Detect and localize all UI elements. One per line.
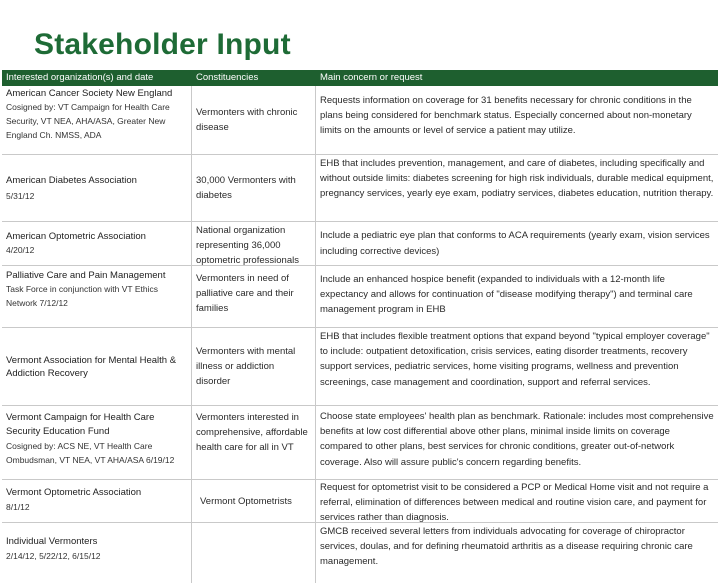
concern-cell: Include an enhanced hospice benefit (expanded to individuals with a 12-month life expectancy and allows for continuation of "disease modifying therapy") and terminal care management program in EHB [320,274,693,316]
org-details: 5/31/12 [6,190,35,201]
concern-cell: GMCB received several letters from individuals advocating for coverage of chiropractor services, doulas, and for defining rheumatoid arthritis as a disease requiring chronic care management. [320,526,693,568]
table-row [2,480,718,523]
table-row [2,406,718,480]
table-row [2,155,718,222]
org-details: Task Force in conjunction with VT Ethics Network 7/12/12 [6,284,158,308]
concern-cell: EHB that includes prevention, management, and care of diabetes, including specifically and without outside limits: diabetes screening for high risk individuals, durable medical equipment, pregnancy services, yearly eye exam, podiatry services, diabetes education, nutrition therapy. [320,158,714,200]
constituencies-cell: National organization representing 36,000 optometric professionals [192,222,316,265]
header-constituencies: Constituencies [196,72,259,83]
org-name: American Diabetes Association [6,174,137,186]
concern-cell: EHB that includes flexible treatment options that expand beyond "typical employer coverage" to include: outpatient detoxification, crisis services, eating disorder treatments, recovery support services, pediatric services, home visiting programs, wellness and prevention screenings, case management and coordination, support and referral services. [320,331,710,388]
org-cell [2,480,192,522]
constituencies-cell: Vermonters interested in comprehensive, affordable health care for all in VT [192,406,316,479]
org-details: Cosigned by: VT Campaign for Health Care Security, VT NEA, AHA/ASA, Greater New England Ch. NMSS, ADA [6,102,170,140]
org-name: Individual Vermonters [6,536,98,547]
concern-cell: Choose state employees' health plan as benchmark. Rationale: includes most comprehensive benefits at low cost differential above other plans, minimal inside limits on coverage compared to other plans, best services for chronic conditions, greater out-of-network coverage. Also will assure public's concern regarding benefits. [320,411,714,468]
org-details: 2/14/12, 5/22/12, 6/15/12 [6,551,101,561]
org-details: 4/20/12 [6,245,35,255]
org-cell [2,523,192,583]
header-concern: Main concern or request [320,72,423,83]
org-cell [2,406,192,479]
org-cell [2,222,192,265]
table-row [2,86,718,155]
constituencies-cell [192,523,316,583]
org-name: Vermont Association for Mental Health & Addiction Recovery [6,354,177,379]
org-cell [2,266,192,327]
org-cell [2,86,192,154]
constituencies-cell: Vermonters with chronic disease [192,86,316,154]
org-details: Cosigned by: ACS NE, VT Health Care Ombudsman, VT NEA, VT AHA/ASA 6/19/12 [6,441,175,465]
org-cell [2,328,192,405]
table-row [2,328,718,406]
org-name: Vermont Campaign for Health Care Security Education Fund [6,412,155,437]
stakeholder-table [2,70,718,568]
constituencies-cell: Vermonters in need of palliative care and their families [192,266,316,327]
header-org: Interested organization(s) and date [6,72,154,83]
constituencies-cell: 30,000 Vermonters with diabetes [192,155,316,221]
org-name: American Optometric Association [6,231,146,242]
table-header-row [2,70,718,86]
concern-cell: Requests information on coverage for 31 benefits necessary for chronic conditions in the plans being considered for benchmark status. Especially concerned about non-monetary limits on the amounts or level of service a patient may utilize. [320,95,692,137]
table-row [2,523,718,583]
page-title: Stakeholder Input [34,28,291,61]
constituencies-cell: Vermonters with mental illness or addiction disorder [192,328,316,405]
table-row [2,222,718,266]
org-name: Vermont Optometric Association [6,487,142,498]
org-cell [2,155,192,221]
org-name: American Cancer Society New England [6,88,173,99]
constituencies-cell: Vermont Optometrists [192,480,316,522]
concern-cell: Include a pediatric eye plan that conforms to ACA requirements (yearly exam, vision services including corrective devices) [320,230,710,257]
concern-cell: Request for optometrist visit to be considered a PCP or Medical Home visit and not require a referral, elimination of differences between medical and routine vision care, and payment for services rather than diagnosis. [320,482,709,524]
table-row [2,266,718,328]
org-details: 8/1/12 [6,502,30,512]
org-name: Palliative Care and Pain Management [6,270,166,281]
